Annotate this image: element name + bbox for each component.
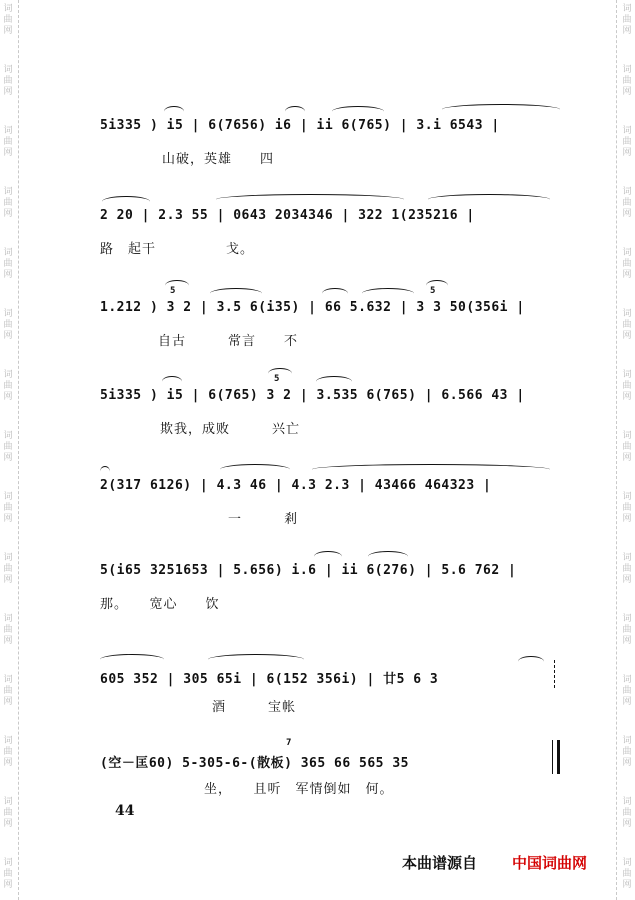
lyric-line-5: 一 剎	[228, 512, 299, 527]
watermark-glyph: 网	[622, 453, 632, 463]
watermark-glyph: 曲	[622, 259, 632, 269]
slur	[316, 376, 352, 387]
watermark-glyph: 网	[622, 331, 632, 341]
watermark-glyph: 曲	[3, 76, 13, 86]
notation-line-5: 2(317 6126) | 4.3 46 | 4.3 2.3 | 43466 464323 |	[100, 478, 492, 493]
slur	[100, 466, 110, 477]
watermark-glyph: 曲	[3, 747, 13, 757]
watermark-glyph: 网	[3, 87, 13, 97]
watermark-glyph: 网	[622, 148, 632, 158]
page-number: 44	[115, 803, 135, 819]
watermark-glyph: 网	[3, 697, 13, 707]
watermark-glyph: 曲	[3, 15, 13, 25]
lyric-line-6: 那。 宽心 饮	[100, 597, 220, 612]
lyric-line-7: 酒 宝帐	[212, 700, 297, 715]
watermark-glyph: 网	[622, 636, 632, 646]
slur	[322, 288, 348, 299]
watermark-glyph: 词	[3, 309, 13, 319]
watermark-glyph: 词	[622, 675, 632, 685]
source-site-link[interactable]: 中国词曲网	[512, 854, 588, 872]
watermark-glyph: 网	[622, 87, 632, 97]
watermark-glyph: 词	[622, 858, 632, 868]
watermark-glyph: 词	[622, 431, 632, 441]
slur	[210, 288, 262, 299]
watermark-glyph: 曲	[3, 808, 13, 818]
watermark-glyph: 曲	[3, 198, 13, 208]
watermark-glyph: 网	[622, 575, 632, 585]
watermark-glyph: 网	[622, 209, 632, 219]
watermark-glyph: 曲	[3, 869, 13, 879]
watermark-glyph: 网	[622, 758, 632, 768]
slur	[362, 288, 414, 299]
watermark-glyph: 网	[3, 26, 13, 36]
slur	[442, 104, 560, 115]
watermark-glyph: 词	[3, 614, 13, 624]
watermark-glyph: 词	[3, 431, 13, 441]
slur	[314, 551, 342, 562]
watermark-glyph: 曲	[3, 381, 13, 391]
slur	[216, 194, 404, 205]
grace-note: 5	[430, 286, 436, 296]
watermark-glyph: 词	[622, 65, 632, 75]
watermark-glyph: 网	[3, 148, 13, 158]
slur	[332, 106, 384, 117]
slur	[268, 368, 292, 379]
watermark-glyph: 曲	[622, 869, 632, 879]
watermark-glyph: 词	[3, 492, 13, 502]
watermark-glyph: 词	[622, 736, 632, 746]
watermark-glyph: 网	[3, 880, 13, 890]
watermark-glyph: 曲	[622, 503, 632, 513]
lyric-line-3: 自古 常言 不	[158, 334, 299, 349]
watermark-glyph: 曲	[622, 381, 632, 391]
watermark-glyph: 曲	[622, 808, 632, 818]
dashed-barline	[554, 660, 555, 688]
watermark-glyph: 网	[3, 636, 13, 646]
watermark-glyph: 网	[3, 575, 13, 585]
notation-line-3: 1.212 ) 3 2 | 3.5 6(i35) | 66 5.632 | 3 3 50(356i |	[100, 300, 525, 315]
watermark-glyph: 曲	[3, 503, 13, 513]
lyric-line-4: 欺我，成败 兴亡	[160, 422, 301, 437]
watermark-glyph: 网	[622, 880, 632, 890]
notation-line-1: 5i335 ) i5 | 6(7656) i6 | ii 6(765) | 3.i 6543 |	[100, 118, 500, 133]
slur	[208, 654, 304, 665]
watermark-glyph: 曲	[622, 137, 632, 147]
watermark-glyph: 词	[622, 248, 632, 258]
watermark-glyph: 网	[3, 209, 13, 219]
notation-line-2: 2 20 | 2.3 55 | 0643 2034346 | 322 1(235216 |	[100, 208, 475, 223]
watermark-glyph: 词	[3, 4, 13, 14]
watermark-glyph: 词	[622, 797, 632, 807]
watermark-glyph: 词	[3, 370, 13, 380]
slur	[220, 464, 290, 475]
watermark-glyph: 网	[3, 331, 13, 341]
watermark-glyph: 词	[3, 858, 13, 868]
lyric-line-8: 坐， 且听 军情倒如 何。	[204, 782, 394, 797]
watermark-glyph: 网	[3, 758, 13, 768]
grace-note: 7	[286, 738, 292, 748]
watermark-glyph: 词	[3, 65, 13, 75]
watermark-glyph: 网	[622, 270, 632, 280]
watermark-glyph: 词	[3, 187, 13, 197]
slur	[102, 196, 150, 207]
watermark-glyph: 词	[622, 4, 632, 14]
watermark-glyph: 网	[3, 270, 13, 280]
watermark-glyph: 词	[622, 126, 632, 136]
slur	[165, 280, 189, 291]
watermark-glyph: 词	[622, 309, 632, 319]
watermark-glyph: 曲	[622, 564, 632, 574]
slur	[312, 464, 550, 475]
slur	[428, 194, 550, 205]
watermark-glyph: 词	[3, 797, 13, 807]
watermark-glyph: 曲	[622, 625, 632, 635]
watermark-glyph: 词	[622, 553, 632, 563]
watermark-glyph: 曲	[622, 747, 632, 757]
watermark-glyph: 词	[3, 553, 13, 563]
left-margin-strip	[0, 0, 19, 900]
notation-line-6: 5(i65 3251653 | 5.656) i.6 | ii 6(276) | 5.6 762 |	[100, 563, 517, 578]
watermark-glyph: 网	[622, 819, 632, 829]
notation-line-4: 5i335 ) i5 | 6(765) 3 2 | 3.535 6(765) | 6.566 43 |	[100, 388, 525, 403]
watermark-glyph: 曲	[3, 686, 13, 696]
right-margin-strip	[616, 0, 635, 900]
watermark-glyph: 曲	[622, 442, 632, 452]
watermark-glyph: 网	[622, 392, 632, 402]
watermark-glyph: 词	[622, 370, 632, 380]
slur	[285, 106, 305, 117]
watermark-glyph: 曲	[622, 76, 632, 86]
slur	[100, 654, 164, 665]
watermark-glyph: 曲	[3, 320, 13, 330]
watermark-glyph: 网	[3, 514, 13, 524]
watermark-glyph: 词	[3, 675, 13, 685]
watermark-glyph: 曲	[622, 320, 632, 330]
watermark-glyph: 词	[3, 736, 13, 746]
lyric-line-1: 山破，英雄 四	[162, 152, 275, 167]
grace-note: 5	[274, 374, 280, 384]
watermark-glyph: 曲	[622, 15, 632, 25]
watermark-glyph: 网	[3, 392, 13, 402]
final-double-barline	[552, 740, 560, 774]
watermark-glyph: 网	[622, 26, 632, 36]
watermark-glyph: 曲	[622, 198, 632, 208]
watermark-glyph: 词	[622, 614, 632, 624]
watermark-glyph: 曲	[3, 259, 13, 269]
watermark-glyph: 网	[622, 514, 632, 524]
watermark-glyph: 曲	[3, 442, 13, 452]
watermark-glyph: 词	[622, 187, 632, 197]
watermark-glyph: 曲	[622, 686, 632, 696]
slur	[162, 376, 182, 387]
notation-line-7: 605 352 | 305 65i | 6(152 356i) | 廿5 6 3	[100, 672, 439, 687]
notation-line-8: (空－匡60) 5-305-6-(散板) 365 66 565 35	[100, 756, 409, 771]
watermark-glyph: 曲	[3, 564, 13, 574]
watermark-glyph: 曲	[3, 625, 13, 635]
slur	[368, 551, 408, 562]
watermark-glyph: 词	[622, 492, 632, 502]
watermark-glyph: 网	[3, 453, 13, 463]
watermark-glyph: 网	[622, 697, 632, 707]
watermark-glyph: 曲	[3, 137, 13, 147]
slur	[426, 280, 448, 291]
watermark-glyph: 网	[3, 819, 13, 829]
watermark-glyph: 词	[3, 126, 13, 136]
slur	[518, 656, 544, 667]
lyric-line-2: 路 起干 戈。	[100, 242, 255, 257]
grace-note: 5	[170, 286, 176, 296]
source-label: 本曲谱源自	[402, 854, 478, 872]
watermark-glyph: 词	[3, 248, 13, 258]
slur	[164, 106, 184, 117]
